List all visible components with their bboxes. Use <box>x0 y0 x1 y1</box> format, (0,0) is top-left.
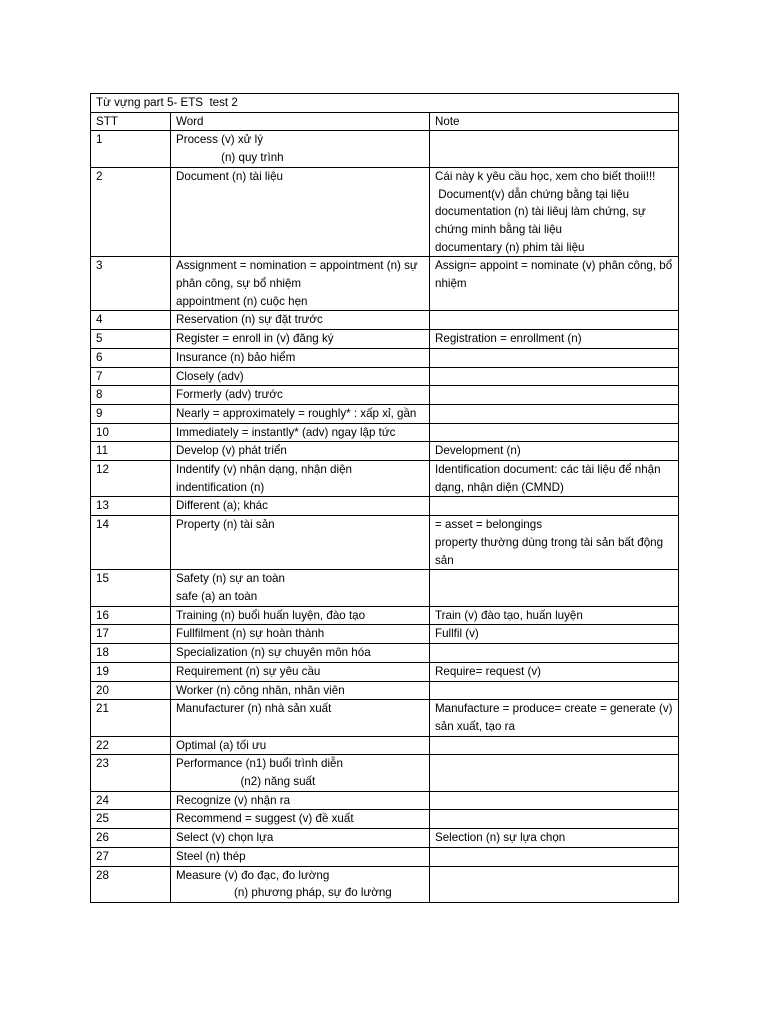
note-cell <box>430 755 679 791</box>
note-cell: Cái này k yêu cầu học, xem cho biết thoii!!! Document(v) dẫn chứng bằng tại liệu documentation (n) tài liêuj làm chứng, sự chứng minh bằng tài liệu documentary (n) phim tài liệu <box>430 167 679 257</box>
word-cell: Formerly (adv) trước <box>171 386 430 405</box>
row-number: 7 <box>91 367 171 386</box>
word-cell: Worker (n) công nhân, nhân viên <box>171 681 430 700</box>
word-cell: Recommend = suggest (v) đề xuất <box>171 810 430 829</box>
note-cell: = asset = belongings property thường dùng trong tài sản bất động sản <box>430 516 679 570</box>
row-number: 20 <box>91 681 171 700</box>
vocabulary-table-body <box>91 94 679 903</box>
word-cell: Immediately = instantly* (adv) ngay lập tức <box>171 423 430 442</box>
row-number: 11 <box>91 442 171 461</box>
note-cell <box>430 348 679 367</box>
header-row <box>91 112 679 131</box>
note-cell <box>430 681 679 700</box>
row-number: 13 <box>91 497 171 516</box>
note-cell <box>430 791 679 810</box>
word-cell: Property (n) tài sản <box>171 516 430 570</box>
header-word: Word <box>171 112 430 131</box>
table-row <box>91 423 679 442</box>
note-cell <box>430 423 679 442</box>
table-row <box>91 330 679 349</box>
table-row <box>91 866 679 902</box>
word-cell: Closely (adv) <box>171 367 430 386</box>
table-row <box>91 404 679 423</box>
row-number: 10 <box>91 423 171 442</box>
word-cell: Recognize (v) nhận ra <box>171 791 430 810</box>
note-cell <box>430 311 679 330</box>
table-row <box>91 829 679 848</box>
table-row <box>91 625 679 644</box>
word-cell: Register = enroll in (v) đăng ký <box>171 330 430 349</box>
word-cell: Requirement (n) sự yêu cầu <box>171 662 430 681</box>
row-number: 4 <box>91 311 171 330</box>
table-row <box>91 847 679 866</box>
table-row <box>91 311 679 330</box>
table-row <box>91 755 679 791</box>
table-row <box>91 700 679 736</box>
note-cell <box>430 386 679 405</box>
table-row <box>91 167 679 257</box>
note-cell: Selection (n) sự lựa chọn <box>430 829 679 848</box>
table-row <box>91 257 679 311</box>
word-cell: Optimal (a) tối ưu <box>171 736 430 755</box>
word-cell: Performance (n1) buổi trình diễn (n2) năng suất <box>171 755 430 791</box>
table-row <box>91 810 679 829</box>
header-stt: STT <box>91 112 171 131</box>
row-number: 22 <box>91 736 171 755</box>
note-cell: Assign= appoint = nominate (v) phân công, bổ nhiệm <box>430 257 679 311</box>
table-row <box>91 736 679 755</box>
word-cell: Select (v) chọn lựa <box>171 829 430 848</box>
table-row <box>91 348 679 367</box>
title-row <box>91 94 679 113</box>
table-row <box>91 791 679 810</box>
word-cell: Nearly = approximately = roughly* : xấp xỉ, gần <box>171 404 430 423</box>
row-number: 24 <box>91 791 171 810</box>
table-row <box>91 570 679 606</box>
row-number: 6 <box>91 348 171 367</box>
row-number: 2 <box>91 167 171 257</box>
word-cell: Indentify (v) nhận dạng, nhận diện indentification (n) <box>171 461 430 497</box>
table-row <box>91 516 679 570</box>
word-cell: Different (a); khác <box>171 497 430 516</box>
table-row <box>91 367 679 386</box>
word-cell: Develop (v) phát triển <box>171 442 430 461</box>
note-cell <box>430 131 679 167</box>
note-cell: Identification document: các tài liệu để nhận dạng, nhận diện (CMND) <box>430 461 679 497</box>
table-row <box>91 644 679 663</box>
document-title: Từ vựng part 5- ETS test 2 <box>91 94 679 113</box>
note-cell: Fullfil (v) <box>430 625 679 644</box>
word-cell: Process (v) xử lý (n) quy trình <box>171 131 430 167</box>
row-number: 9 <box>91 404 171 423</box>
row-number: 28 <box>91 866 171 902</box>
table-row <box>91 606 679 625</box>
word-cell: Assignment = nomination = appointment (n) sự phân công, sự bổ nhiệm appointment (n) cuộc hẹn <box>171 257 430 311</box>
note-cell: Train (v) đào tạo, huấn luyện <box>430 606 679 625</box>
note-cell: Registration = enrollment (n) <box>430 330 679 349</box>
table-row <box>91 386 679 405</box>
row-number: 25 <box>91 810 171 829</box>
row-number: 12 <box>91 461 171 497</box>
note-cell <box>430 644 679 663</box>
row-number: 23 <box>91 755 171 791</box>
note-cell <box>430 497 679 516</box>
note-cell <box>430 736 679 755</box>
row-number: 21 <box>91 700 171 736</box>
word-cell: Manufacturer (n) nhà sản xuất <box>171 700 430 736</box>
row-number: 1 <box>91 131 171 167</box>
word-cell: Specialization (n) sự chuyên môn hóa <box>171 644 430 663</box>
note-cell: Require= request (v) <box>430 662 679 681</box>
row-number: 18 <box>91 644 171 663</box>
row-number: 27 <box>91 847 171 866</box>
word-cell: Fullfilment (n) sự hoàn thành <box>171 625 430 644</box>
table-row <box>91 662 679 681</box>
row-number: 8 <box>91 386 171 405</box>
note-cell <box>430 367 679 386</box>
table-row <box>91 497 679 516</box>
note-cell <box>430 847 679 866</box>
table-row <box>91 681 679 700</box>
vocabulary-table <box>90 93 679 903</box>
word-cell: Document (n) tài liệu <box>171 167 430 257</box>
word-cell: Insurance (n) bảo hiểm <box>171 348 430 367</box>
note-cell: Manufacture = produce= create = generate (v) sản xuất, tạo ra <box>430 700 679 736</box>
table-row <box>91 461 679 497</box>
row-number: 17 <box>91 625 171 644</box>
row-number: 19 <box>91 662 171 681</box>
row-number: 5 <box>91 330 171 349</box>
note-cell: Development (n) <box>430 442 679 461</box>
note-cell <box>430 570 679 606</box>
row-number: 14 <box>91 516 171 570</box>
row-number: 3 <box>91 257 171 311</box>
word-cell: Safety (n) sự an toàn safe (a) an toàn <box>171 570 430 606</box>
note-cell <box>430 404 679 423</box>
word-cell: Training (n) buổi huấn luyện, đào tạo <box>171 606 430 625</box>
table-row <box>91 442 679 461</box>
row-number: 16 <box>91 606 171 625</box>
note-cell <box>430 866 679 902</box>
row-number: 26 <box>91 829 171 848</box>
note-cell <box>430 810 679 829</box>
header-note: Note <box>430 112 679 131</box>
word-cell: Reservation (n) sự đặt trước <box>171 311 430 330</box>
row-number: 15 <box>91 570 171 606</box>
word-cell: Steel (n) thép <box>171 847 430 866</box>
word-cell: Measure (v) đo đạc, đo lường (n) phương pháp, sự đo lường <box>171 866 430 902</box>
table-row <box>91 131 679 167</box>
